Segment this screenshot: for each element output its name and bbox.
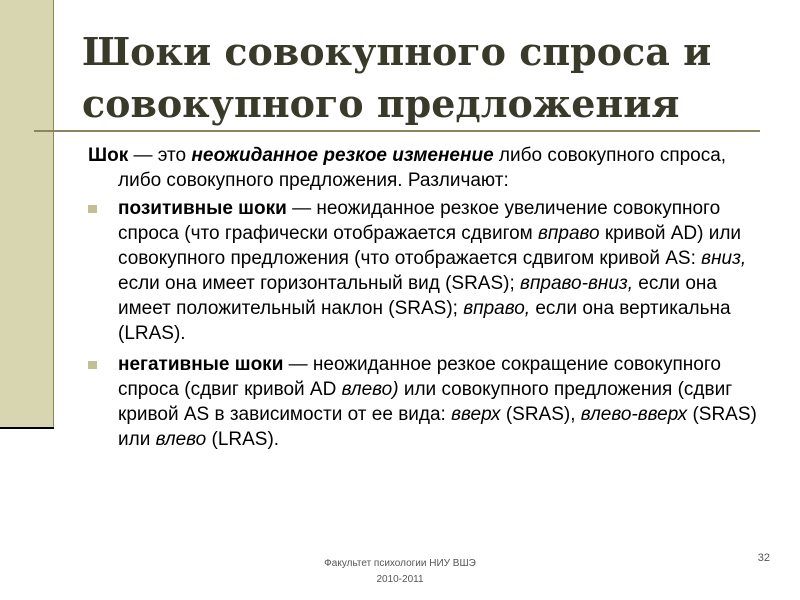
intro-text-1: — это: [128, 145, 192, 166]
footer: [300, 556, 500, 588]
negative-text-4: (SRAS) или: [118, 404, 757, 450]
negative-italic-4: влево: [155, 429, 207, 450]
list-item-negative: [88, 352, 768, 452]
positive-italic-3: вправо-вниз,: [520, 273, 633, 294]
list-item-positive: [88, 196, 768, 346]
slide-body: [88, 143, 768, 458]
positive-text-4: если она имеет положительный наклон (SRAS);: [118, 273, 717, 319]
sidebar-accent: [0, 0, 53, 428]
slide-title: Шоки совокупного спроса и совокупного предложения: [82, 29, 712, 126]
negative-text-2: или совокупного предложения (сдвиг кривой AS в зависимости от ее вида:: [118, 379, 733, 425]
footer-faculty: Факультет психологии НИУ ВШЭ: [324, 558, 476, 569]
intro-term: Шок: [88, 145, 129, 166]
intro-emphasis: неожиданное резкое изменение: [191, 145, 494, 166]
positive-text-1: — неожиданное резкое увеличение совокупного спроса (что графически отображается сдвигом: [118, 198, 721, 244]
positive-term: позитивные шоки: [118, 198, 287, 219]
negative-text-3: (SRAS),: [500, 404, 581, 425]
intro-text-2: либо совокупного спроса, либо совокупного предложения. Различают:: [118, 145, 727, 191]
positive-italic-2: вниз,: [701, 248, 747, 269]
positive-text-2: кривой AD) или совокупного предложения (что отображается сдвигом кривой AS:: [118, 223, 742, 269]
title-divider: [34, 130, 760, 132]
footer-years: 2010-2011: [376, 574, 424, 585]
sidebar-edge: [53, 0, 54, 428]
positive-italic-1: вправо: [538, 223, 600, 244]
square-bullet-icon: [88, 205, 97, 213]
positive-text-5: если она вертикальна (LRAS).: [118, 298, 731, 344]
negative-italic-3: влево-вверх: [580, 404, 688, 425]
sidebar-bottom-line: [0, 427, 54, 429]
negative-text-1: — неожиданное резкое сокращение совокупного спроса (сдвиг кривой AD: [118, 354, 721, 400]
page-number: 32: [757, 552, 770, 564]
negative-italic-2: вверх: [451, 404, 501, 425]
square-bullet-icon: [88, 361, 97, 369]
intro-paragraph: [88, 143, 768, 193]
positive-text-3: если она имеет горизонтальный вид (SRAS);: [118, 273, 521, 294]
negative-term: негативные шоки: [118, 354, 284, 375]
negative-text-5: (LRAS).: [206, 429, 280, 450]
negative-italic-1: влево): [341, 379, 399, 400]
positive-italic-4: вправо,: [463, 298, 531, 319]
